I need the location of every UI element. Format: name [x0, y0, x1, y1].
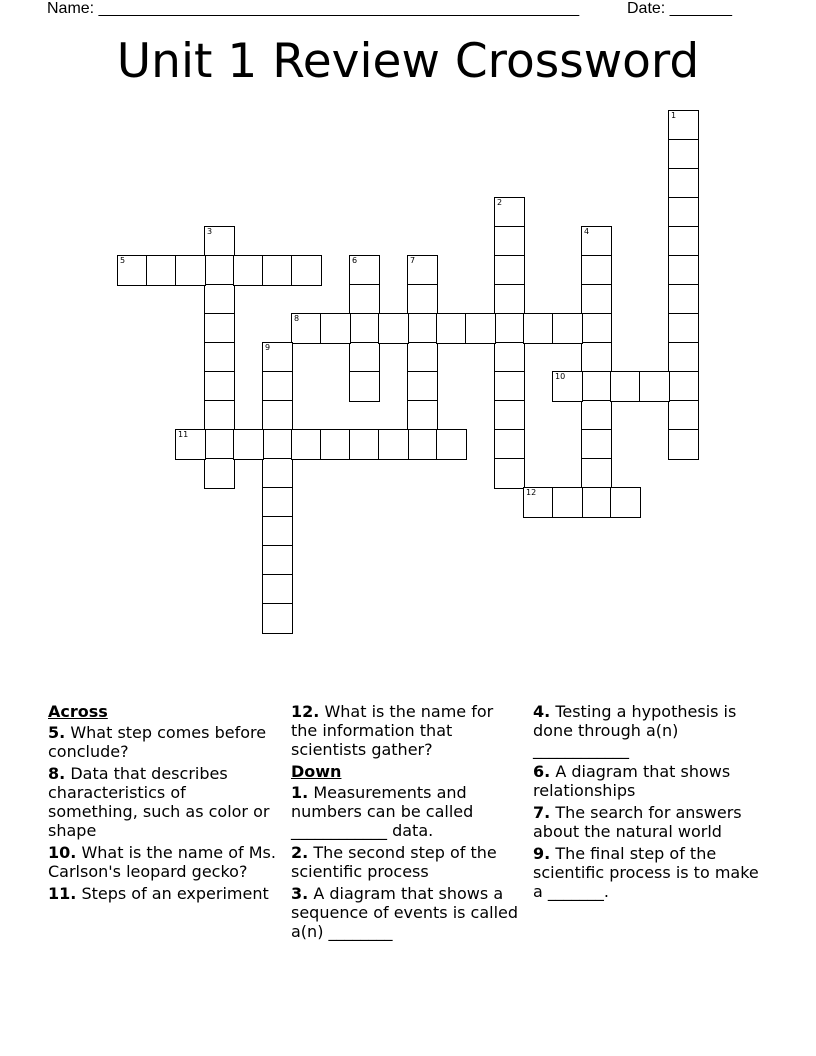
- crossword-cell[interactable]: [494, 255, 525, 286]
- clue-down-2: [291, 843, 523, 881]
- crossword-cell[interactable]: [349, 429, 380, 460]
- crossword-cell[interactable]: [262, 429, 293, 460]
- crossword-cell[interactable]: [291, 313, 322, 344]
- crossword-cell[interactable]: [610, 371, 641, 402]
- clue-number: 11.: [48, 884, 77, 903]
- clue-text: Steps of an experiment: [81, 884, 269, 903]
- crossword-cell[interactable]: [204, 371, 235, 402]
- crossword-cell[interactable]: [262, 371, 293, 402]
- clue-number: 10.: [48, 843, 77, 862]
- crossword-cell[interactable]: [262, 342, 293, 373]
- clue-down-1: [291, 783, 523, 840]
- crossword-cell[interactable]: [581, 371, 612, 402]
- crossword-cell[interactable]: [407, 255, 438, 286]
- crossword-cell[interactable]: [175, 429, 206, 460]
- clue-number: 9.: [533, 844, 551, 863]
- crossword-cell[interactable]: [581, 342, 612, 373]
- crossword-cell[interactable]: [262, 487, 293, 518]
- crossword-cell[interactable]: [494, 342, 525, 373]
- crossword-cell[interactable]: [523, 487, 554, 518]
- clue-text: What is the name of Ms. Carlson's leopard gecko?: [48, 843, 276, 881]
- crossword-cell[interactable]: [349, 313, 380, 344]
- crossword-cell[interactable]: [291, 255, 322, 286]
- clue-down-4: [533, 702, 765, 759]
- crossword-cell[interactable]: [204, 429, 235, 460]
- clue-down-9: [533, 844, 765, 901]
- crossword-cell[interactable]: [175, 255, 206, 286]
- clue-across-8: [48, 764, 280, 840]
- clue-text: A diagram that shows a sequence of events is called a(n) ________: [291, 884, 519, 941]
- crossword-cell[interactable]: [436, 429, 467, 460]
- crossword-cell[interactable]: [262, 400, 293, 431]
- clue-down-7: [533, 803, 765, 841]
- crossword-cell[interactable]: [204, 284, 235, 315]
- crossword-cell[interactable]: [494, 429, 525, 460]
- clue-number: 5.: [48, 723, 66, 742]
- crossword-cell[interactable]: [494, 400, 525, 431]
- crossword-cell[interactable]: [668, 110, 699, 141]
- crossword-cell[interactable]: [146, 255, 177, 286]
- cell-number: 9: [265, 343, 271, 352]
- clue-text: What is the name for the information that scientists gather?: [291, 702, 494, 759]
- clue-number: 1.: [291, 783, 309, 802]
- crossword-cell[interactable]: [320, 313, 351, 344]
- crossword-cell[interactable]: [262, 458, 293, 489]
- clue-text: What step comes before conclude?: [48, 723, 267, 761]
- crossword-cell[interactable]: [204, 255, 235, 286]
- name-blank[interactable]: ______________________________________________________: [98, 0, 580, 17]
- crossword-cell[interactable]: [581, 284, 612, 315]
- crossword-cell[interactable]: [668, 255, 699, 286]
- clue-number: 12.: [291, 702, 320, 721]
- crossword-cell[interactable]: [407, 284, 438, 315]
- clue-down-3: [291, 884, 523, 941]
- cell-number: 11: [178, 430, 189, 439]
- crossword-cell[interactable]: [233, 429, 264, 460]
- crossword-cell[interactable]: [668, 429, 699, 460]
- crossword-cell[interactable]: [262, 255, 293, 286]
- crossword-cell[interactable]: [465, 313, 496, 344]
- clue-number: 4.: [533, 702, 551, 721]
- crossword-cell[interactable]: [436, 313, 467, 344]
- crossword-cell[interactable]: [494, 226, 525, 257]
- crossword-cell[interactable]: [349, 284, 380, 315]
- crossword-cell[interactable]: [494, 313, 525, 344]
- crossword-cell[interactable]: [668, 313, 699, 344]
- cell-number: 12: [526, 488, 537, 497]
- clue-number: 7.: [533, 803, 551, 822]
- crossword-cell[interactable]: [668, 139, 699, 170]
- across-heading: Across: [48, 702, 108, 721]
- crossword-cell[interactable]: [262, 574, 293, 605]
- crossword-cell[interactable]: [378, 313, 409, 344]
- crossword-cell[interactable]: [117, 255, 148, 286]
- crossword-cell[interactable]: [407, 342, 438, 373]
- clue-number: 8.: [48, 764, 66, 783]
- crossword-cell[interactable]: [204, 342, 235, 373]
- cell-number: 10: [555, 372, 566, 381]
- crossword-cell[interactable]: [262, 545, 293, 576]
- crossword-cell[interactable]: [494, 458, 525, 489]
- clue-number: 6.: [533, 762, 551, 781]
- clue-text: A diagram that shows relationships: [533, 762, 731, 800]
- crossword-cell[interactable]: [552, 313, 583, 344]
- crossword-cell[interactable]: [668, 197, 699, 228]
- crossword-cell[interactable]: [378, 429, 409, 460]
- crossword-cell[interactable]: [639, 371, 670, 402]
- crossword-cell[interactable]: [262, 603, 293, 634]
- crossword-cell[interactable]: [204, 458, 235, 489]
- clue-text: The second step of the scientific process: [291, 843, 497, 881]
- crossword-cell[interactable]: [610, 487, 641, 518]
- crossword-cell[interactable]: [668, 342, 699, 373]
- clue-text: The search for answers about the natural world: [533, 803, 742, 841]
- crossword-cell[interactable]: [291, 429, 322, 460]
- crossword-cell[interactable]: [349, 342, 380, 373]
- clue-text: Testing a hypothesis is done through a(n) ____________: [533, 702, 737, 759]
- crossword-cell[interactable]: [581, 429, 612, 460]
- cell-number: 3: [207, 227, 213, 236]
- clues-column-2: [291, 702, 523, 944]
- cell-number: 5: [120, 256, 126, 265]
- crossword-cell[interactable]: [407, 429, 438, 460]
- crossword-cell[interactable]: [581, 226, 612, 257]
- crossword-cell[interactable]: [407, 313, 438, 344]
- cell-number: 6: [352, 256, 358, 265]
- clues-column-3: [533, 702, 765, 904]
- crossword-cell[interactable]: [668, 226, 699, 257]
- crossword-cell[interactable]: [349, 255, 380, 286]
- crossword-cell[interactable]: [668, 371, 699, 402]
- crossword-cell[interactable]: [204, 400, 235, 431]
- crossword-cell[interactable]: [668, 284, 699, 315]
- clue-text: The final step of the scientific process is to make a _______.: [533, 844, 759, 901]
- crossword-cell[interactable]: [407, 400, 438, 431]
- clue-down-6: [533, 762, 765, 800]
- page-title: Unit 1 Review Crossword: [116, 34, 700, 89]
- clue-number: 3.: [291, 884, 309, 903]
- crossword-cell[interactable]: [581, 255, 612, 286]
- crossword-cell[interactable]: [233, 255, 264, 286]
- crossword-cell[interactable]: [523, 313, 554, 344]
- clue-number: 2.: [291, 843, 309, 862]
- clue-across-12: [291, 702, 523, 759]
- cell-number: 1: [671, 111, 677, 120]
- crossword-cell[interactable]: [581, 400, 612, 431]
- crossword-cell[interactable]: [494, 371, 525, 402]
- crossword-cell[interactable]: [262, 516, 293, 547]
- cell-number: 2: [497, 198, 503, 207]
- crossword-cell[interactable]: [668, 168, 699, 199]
- clue-text: Measurements and numbers can be called ____________ data.: [291, 783, 474, 840]
- crossword-cell[interactable]: [494, 197, 525, 228]
- clue-across-10: [48, 843, 280, 881]
- clue-across-11: [48, 884, 280, 903]
- down-heading: Down: [291, 762, 342, 781]
- crossword-cell[interactable]: [349, 371, 380, 402]
- crossword-cell[interactable]: [552, 371, 583, 402]
- cell-number: 8: [294, 314, 300, 323]
- clue-across-5: [48, 723, 280, 761]
- clues-column-1: [48, 702, 280, 906]
- crossword-cell[interactable]: [668, 400, 699, 431]
- name-label: Name:: [47, 0, 95, 17]
- cell-number: 7: [410, 256, 416, 265]
- date-label: Date:: [627, 0, 666, 17]
- crossword-cell[interactable]: [204, 313, 235, 344]
- crossword-cell[interactable]: [552, 487, 583, 518]
- crossword-cell[interactable]: [407, 371, 438, 402]
- crossword-cell[interactable]: [204, 226, 235, 257]
- crossword-cell[interactable]: [581, 313, 612, 344]
- clue-text: Data that describes characteristics of something, such as color or shape: [48, 764, 270, 840]
- crossword-cell[interactable]: [494, 284, 525, 315]
- cell-number: 4: [584, 227, 590, 236]
- crossword-cell[interactable]: [320, 429, 351, 460]
- date-blank[interactable]: _______: [669, 0, 732, 17]
- crossword-cell[interactable]: [581, 458, 612, 489]
- crossword-cell[interactable]: [581, 487, 612, 518]
